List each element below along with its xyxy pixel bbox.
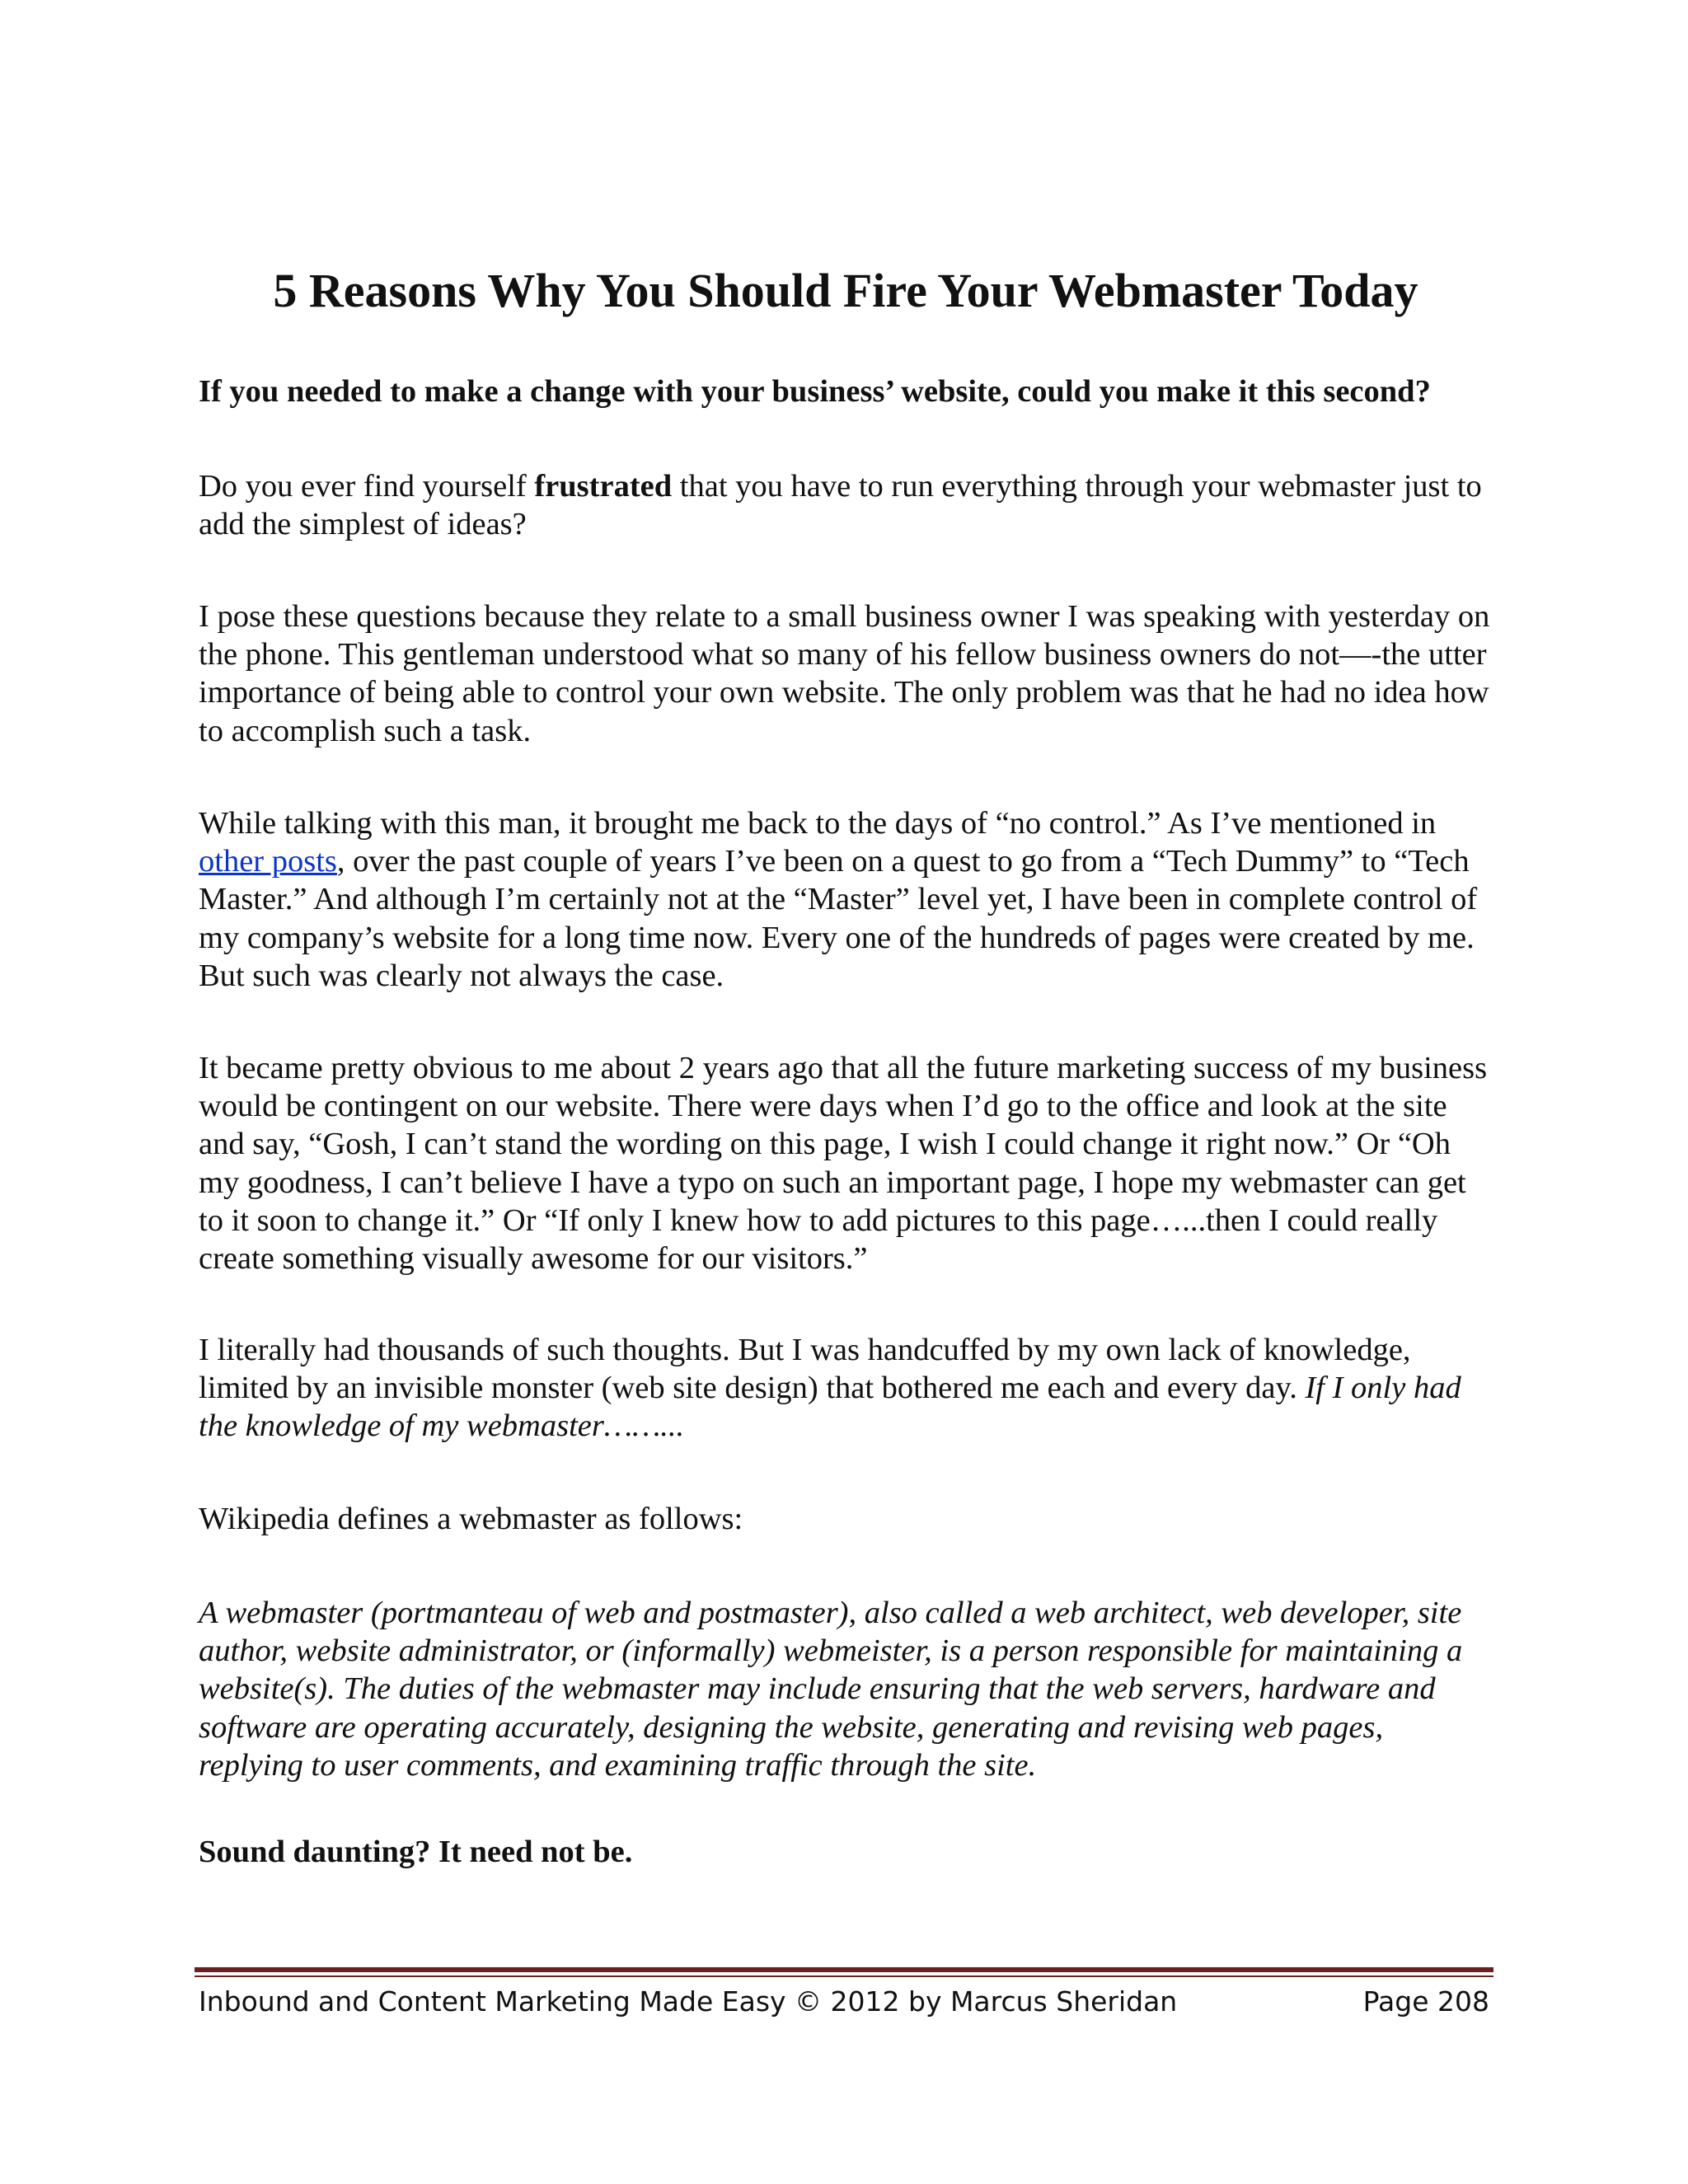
document-page [199,0,1493,2184]
paragraph-1 [199,467,1493,543]
emphasis-frustrated: frustrated [534,469,673,504]
paragraph-6: Wikipedia defines a webmaster as follows: [199,1502,743,1536]
page-title: 5 Reasons Why You Should Fire Your Webmaster Today [273,264,1418,317]
closing-line: Sound daunting? It need not be. [199,1835,633,1869]
paragraph-5-text: I literally had thousands of such thoughts. But I was handcuffed by my own lack of knowledge, limited by an invisible monster (web site design) that bothered me each and every day. [199,1333,1411,1406]
paragraph-5 [199,1331,1493,1446]
other-posts-link[interactable]: other posts [199,844,337,879]
paragraph-2: I pose these questions because they relate to a small business owner I was speaking with yesterday on the phone. This gentleman understood what so many of his fellow business owners do not—-the utter importance of being able to control your own website. The only problem was that he had no idea how to accomplish such a task. [199,599,1490,748]
paragraph-1-text-start: Do you ever find yourself [199,469,535,504]
subheading: If you needed to make a change with your business’ website, could you make it this second? [199,374,1431,409]
wikipedia-quote: A webmaster (portmanteau of web and postmaster), also called a web architect, web developer, site author, website administrator, or (informally) webmeister, is a person responsible for maintaining a website(s). The duties of the webmaster may include ensuring that the web servers, hardware and software are operating accurately, designing the website, generating and revising web pages, replying to user comments, and examining traffic through the site. [199,1596,1463,1783]
paragraph-5-italic: If I only had the knowledge of my webmaster……... [199,1371,1461,1444]
footer-rule-thin [195,1975,1493,1977]
paragraph-3-text-start: While talking with this man, it brought me back to the days of “no control.” As I’ve mentioned in [199,806,1437,841]
paragraph-1-text-end: that you have to run everything through your webmaster just to add the simplest of ideas? [199,469,1482,542]
footer-copyright: Inbound and Content Marketing Made Easy © 2012 by Marcus Sheridan [199,1985,1178,2018]
page-number: Page 208 [1362,1985,1489,2018]
paragraph-3-text-end: , over the past couple of years I’ve been on a quest to go from a “Tech Dummy” to “Tech Master.” And although I’m certainly not at the “Master” level yet, I have been in complete control of my company’s website for a long time now. Every one of the hundreds of pages were created by me. But such was clearly not always the case. [199,844,1478,993]
paragraph-3 [199,804,1493,995]
page-footer [199,1981,1489,2022]
paragraph-4: It became pretty obvious to me about 2 years ago that all the future marketing success of my business would be contingent on our website. There were days when I’d go to the office and look at the site and say, “Gosh, I can’t stand the wording on this page, I wish I could change it right now.” Or “Oh my goodness, I can’t believe I have a typo on such an important page, I hope my webmaster can get to it soon to change it.” Or “If only I knew how to add pictures to this page…...then I could really create something visually awesome for our visitors.” [199,1051,1488,1277]
footer-rule-thick [195,1967,1493,1972]
